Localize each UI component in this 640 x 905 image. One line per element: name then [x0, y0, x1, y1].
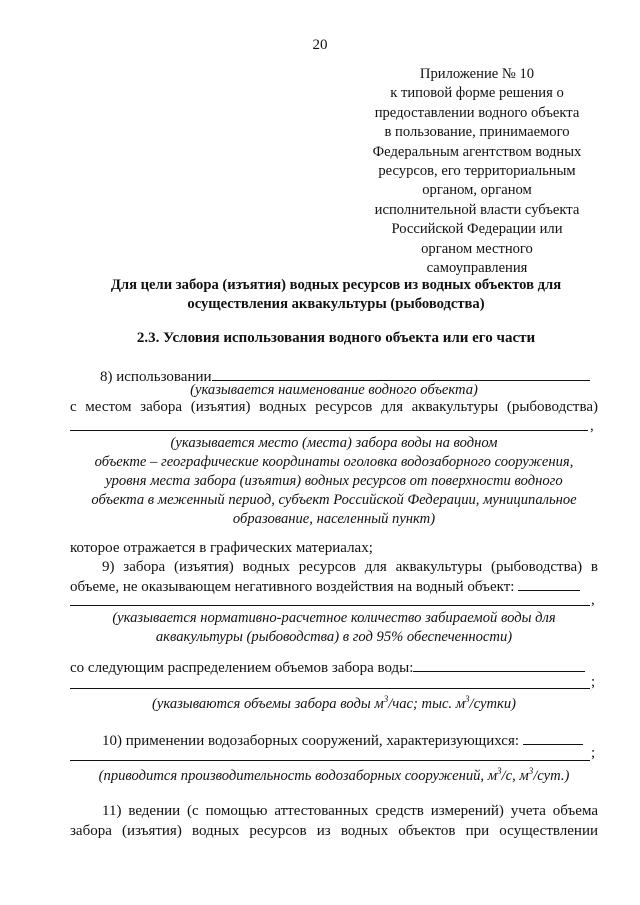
item10-end-mark: ;: [591, 745, 596, 761]
appendix-line: самоуправления: [426, 260, 528, 277]
appendix-line: ресурсов, его территориальным: [378, 163, 576, 180]
item10-hint: (приводится производительность водозаборных сооружений, $м^3/с$, $м^3/сут$.): [98, 766, 570, 784]
item11-line2: забора (изъятия) водных ресурсов из водных объектов при осуществлении: [70, 823, 598, 839]
appendix-line: Приложение № 10: [419, 66, 535, 82]
item8-end-mark: ,: [590, 418, 594, 434]
distribution-end-mark: ;: [591, 674, 596, 690]
volume-field[interactable]: [518, 577, 580, 591]
volume-field-continued[interactable]: [70, 605, 590, 606]
appendix-line: предоставлении водного объекта: [374, 104, 580, 121]
section-title: 2.3. Условия использования водного объекта или его части: [136, 330, 536, 346]
item10-line: [70, 731, 598, 751]
intake-location-field[interactable]: [70, 430, 588, 431]
water-object-name-field[interactable]: [212, 367, 590, 381]
item8-label: 8) использовании: [100, 369, 212, 385]
appendix-line: Российской Федерации или: [391, 221, 563, 238]
item8-hint-line: объекта в меженный период, субъект Российской Федерации, муниципальное: [91, 492, 577, 508]
appendix-line: Федеральным агентством водных: [372, 143, 582, 160]
item9-hint-line: (указывается нормативно-расчетное количество забираемой воды для: [112, 610, 556, 626]
item8-intake-line: с местом забора (изъятия) водных ресурсов для аквакультуры (рыбоводства): [70, 399, 598, 415]
appendix-line: в пользование, принимаемого: [384, 124, 570, 141]
appendix-block: [358, 65, 596, 278]
item11-line1: 11) ведении (с помощью аттестованных средств измерений) учета объема: [102, 803, 598, 819]
item8-hint-line: (указывается место (места) забора воды на водном: [170, 435, 498, 451]
intake-structures-field[interactable]: [523, 731, 583, 745]
distribution-field-continued[interactable]: [70, 688, 590, 689]
appendix-line: органом, органом: [422, 182, 532, 199]
item9-end-mark: ,: [591, 592, 595, 608]
item8-hint-line: объекте – географические координаты оголовка водозаборного сооружения,: [94, 454, 574, 470]
appendix-line: исполнительной власти субъекта: [374, 201, 580, 218]
item8-hint-line: уровня места забора (изъятия) водных ресурсов от поверхности водного: [105, 473, 563, 489]
page-number: 20: [312, 37, 328, 53]
distribution-line: [70, 658, 598, 678]
item9-volume-label: объеме, не оказывающем негативного воздействия на водный объект:: [70, 579, 515, 595]
item8-hint: (указывается наименование водного объекта): [190, 382, 478, 398]
item9-hint-line: аквакультуры (рыбоводства) в год 95% обеспеченности): [155, 629, 513, 645]
item9-line1: 9) забора (изъятия) водных ресурсов для аквакультуры (рыбоводства) в: [102, 559, 598, 575]
heading-line: Для цели забора (изъятия) водных ресурсов из водных объектов для: [110, 277, 562, 293]
intake-structures-field-continued[interactable]: [70, 760, 590, 761]
heading-line: осуществления аквакультуры (рыбоводства): [187, 296, 485, 312]
distribution-label: со следующим распределением объемов забора воды:: [70, 660, 414, 676]
item9-line2: [70, 577, 598, 597]
distribution-hint: (указываются объемы забора воды $м^3$/час; тыс. $м^3/сутки$): [152, 694, 516, 712]
item8-after-line: которое отражается в графических материалах;: [70, 540, 373, 556]
distribution-field[interactable]: [413, 658, 585, 672]
appendix-line: к типовой форме решения о: [390, 85, 564, 102]
item8-hint-line: образование, населенный пункт): [232, 511, 436, 527]
item10-label: 10) применении водозаборных сооружений, характеризующихся:: [102, 733, 520, 749]
appendix-line: органом местного: [421, 240, 533, 257]
document-heading: [70, 276, 602, 314]
